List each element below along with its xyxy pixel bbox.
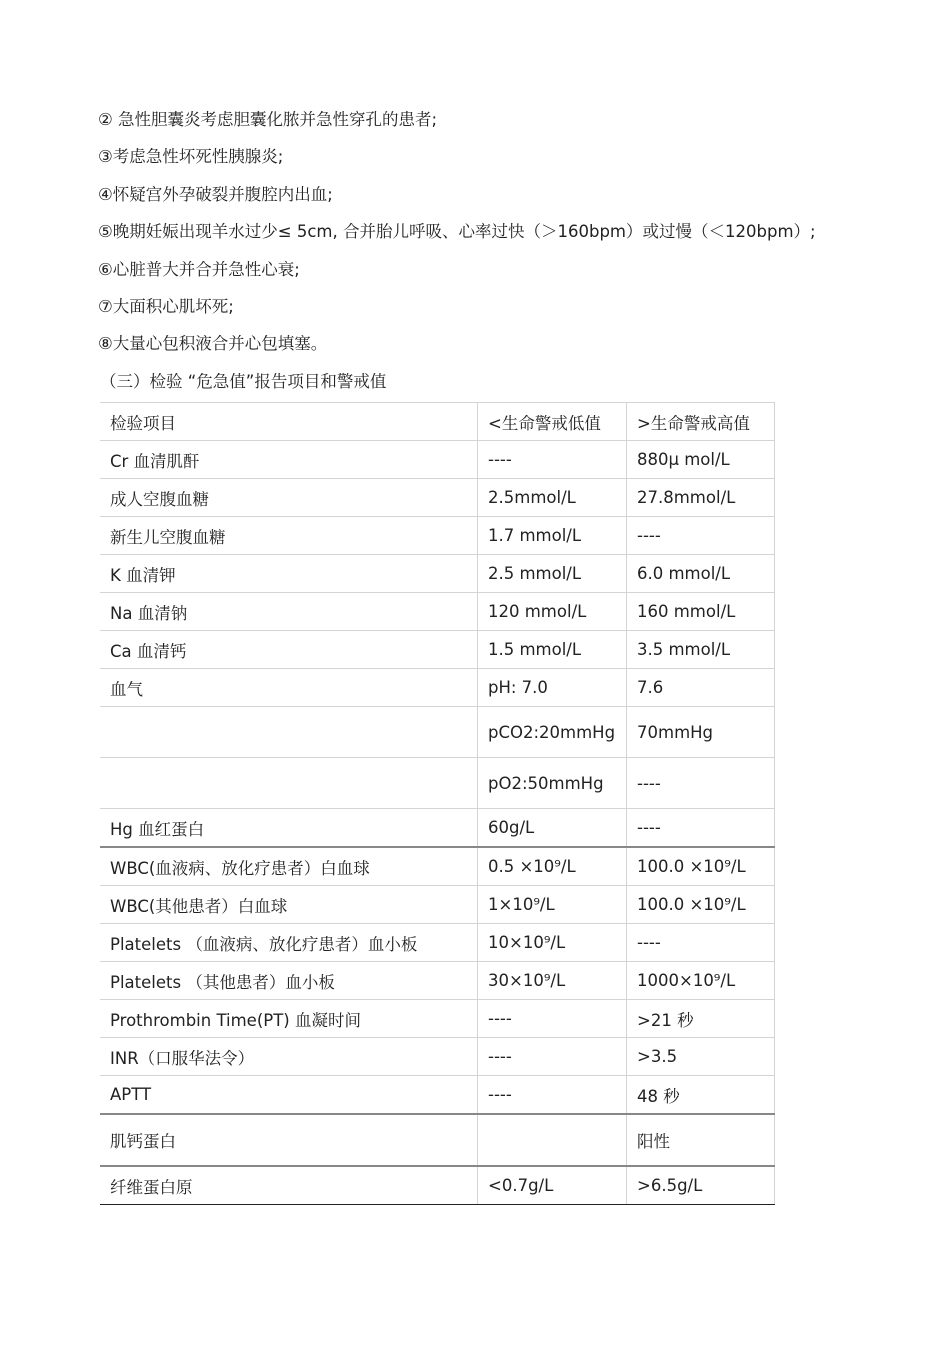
emergency-criteria-list xyxy=(98,106,898,368)
cell-high: ---- xyxy=(627,517,775,555)
cell-high: 100.0 ×10⁹/L xyxy=(627,886,775,924)
table-row xyxy=(100,886,775,924)
cell-item: INR（口服华法令） xyxy=(100,1038,478,1076)
cell-high: >6.5g/L xyxy=(627,1166,775,1205)
cell-low: ---- xyxy=(478,1000,627,1038)
cell-low: 2.5mmol/L xyxy=(478,479,627,517)
table-row xyxy=(100,593,775,631)
cell-item xyxy=(100,758,478,809)
table-header-row xyxy=(100,403,775,441)
table-row xyxy=(100,517,775,555)
table-row xyxy=(100,555,775,593)
cell-low: 60g/L xyxy=(478,809,627,848)
list-item: ④怀疑宫外孕破裂并腹腔内出血; xyxy=(98,184,333,204)
list-item: ⑦大面积心肌坏死; xyxy=(98,296,234,316)
cell-low xyxy=(478,1114,627,1166)
cell-high: 6.0 mmol/L xyxy=(627,555,775,593)
cell-item: Ca 血清钙 xyxy=(100,631,478,669)
cell-item: 肌钙蛋白 xyxy=(100,1114,478,1166)
table-row xyxy=(100,1038,775,1076)
cell-high: ---- xyxy=(627,758,775,809)
cell-low: 1×10⁹/L xyxy=(478,886,627,924)
cell-high: 100.0 ×10⁹/L xyxy=(627,847,775,886)
table-row xyxy=(100,1114,775,1166)
list-item: ⑧大量心包积液合并心包填塞。 xyxy=(98,334,328,354)
cell-item: 成人空腹血糖 xyxy=(100,479,478,517)
cell-high: 27.8mmol/L xyxy=(627,479,775,517)
table-row xyxy=(100,441,775,479)
cell-item: 纤维蛋白原 xyxy=(100,1166,478,1205)
table-row xyxy=(100,1076,775,1115)
cell-low: pCO2:20mmHg xyxy=(478,707,627,758)
cell-high: 7.6 xyxy=(627,669,775,707)
cell-high: 160 mmol/L xyxy=(627,593,775,631)
cell-item: WBC(血液病、放化疗患者）白血球 xyxy=(100,847,478,886)
cell-item: Na 血清钠 xyxy=(100,593,478,631)
cell-high: >3.5 xyxy=(627,1038,775,1076)
cell-low: 1.5 mmol/L xyxy=(478,631,627,669)
table-row xyxy=(100,1166,775,1205)
cell-high: 阳性 xyxy=(627,1114,775,1166)
cell-low: pO2:50mmHg xyxy=(478,758,627,809)
cell-item: 血气 xyxy=(100,669,478,707)
cell-item: Platelets （其他患者）血小板 xyxy=(100,962,478,1000)
table-row xyxy=(100,707,775,758)
cell-high: 70mmHg xyxy=(627,707,775,758)
cell-item: Platelets （血液病、放化疗患者）血小板 xyxy=(100,924,478,962)
cell-item: Cr 血清肌酐 xyxy=(100,441,478,479)
cell-low: pH: 7.0 xyxy=(478,669,627,707)
table-row xyxy=(100,758,775,809)
cell-item xyxy=(100,707,478,758)
cell-low: ---- xyxy=(478,1076,627,1115)
table-row xyxy=(100,1000,775,1038)
cell-low: 0.5 ×10⁹/L xyxy=(478,847,627,886)
cell-low: 120 mmol/L xyxy=(478,593,627,631)
cell-high: ---- xyxy=(627,924,775,962)
cell-item: 新生儿空腹血糖 xyxy=(100,517,478,555)
cell-low: ---- xyxy=(478,1038,627,1076)
list-item: ⑥心脏普大并合并急性心衰; xyxy=(98,259,300,279)
table-row xyxy=(100,847,775,886)
cell-high: ---- xyxy=(627,809,775,848)
column-header-high: >生命警戒高值 xyxy=(627,403,775,441)
table-row xyxy=(100,631,775,669)
table-row xyxy=(100,924,775,962)
list-item: ② 急性胆囊炎考虑胆囊化脓并急性穿孔的患者; xyxy=(98,110,438,129)
table-row xyxy=(100,809,775,848)
list-item: ⑤晚期妊娠出现羊水过少≤ 5cm, 合并胎儿呼吸、心率过快（＞160bpm）或过慢（＜120bpm）; xyxy=(98,222,816,242)
cell-low: 10×10⁹/L xyxy=(478,924,627,962)
table-row xyxy=(100,962,775,1000)
cell-low: 30×10⁹/L xyxy=(478,962,627,1000)
cell-low: 1.7 mmol/L xyxy=(478,517,627,555)
cell-high: 3.5 mmol/L xyxy=(627,631,775,669)
list-item: ③考虑急性坏死性胰腺炎; xyxy=(98,147,284,167)
column-header-low: <生命警戒低值 xyxy=(478,403,627,441)
cell-high: 48 秒 xyxy=(627,1076,775,1115)
table-row xyxy=(100,479,775,517)
cell-low: ---- xyxy=(478,441,627,479)
cell-item: APTT xyxy=(100,1076,478,1115)
cell-item: Prothrombin Time(PT) 血凝时间 xyxy=(100,1000,478,1038)
cell-high: >21 秒 xyxy=(627,1000,775,1038)
cell-high: 880μ mol/L xyxy=(627,441,775,479)
cell-low: <0.7g/L xyxy=(478,1166,627,1205)
table-row xyxy=(100,669,775,707)
cell-item: WBC(其他患者）白血球 xyxy=(100,886,478,924)
section-heading: （三）检验 “危急值”报告项目和警戒值 xyxy=(100,372,387,391)
column-header-item: 检验项目 xyxy=(100,403,478,441)
critical-value-table xyxy=(100,402,775,1205)
cell-high: 1000×10⁹/L xyxy=(627,962,775,1000)
cell-item: Hg 血红蛋白 xyxy=(100,809,478,848)
cell-item: K 血清钾 xyxy=(100,555,478,593)
cell-low: 2.5 mmol/L xyxy=(478,555,627,593)
